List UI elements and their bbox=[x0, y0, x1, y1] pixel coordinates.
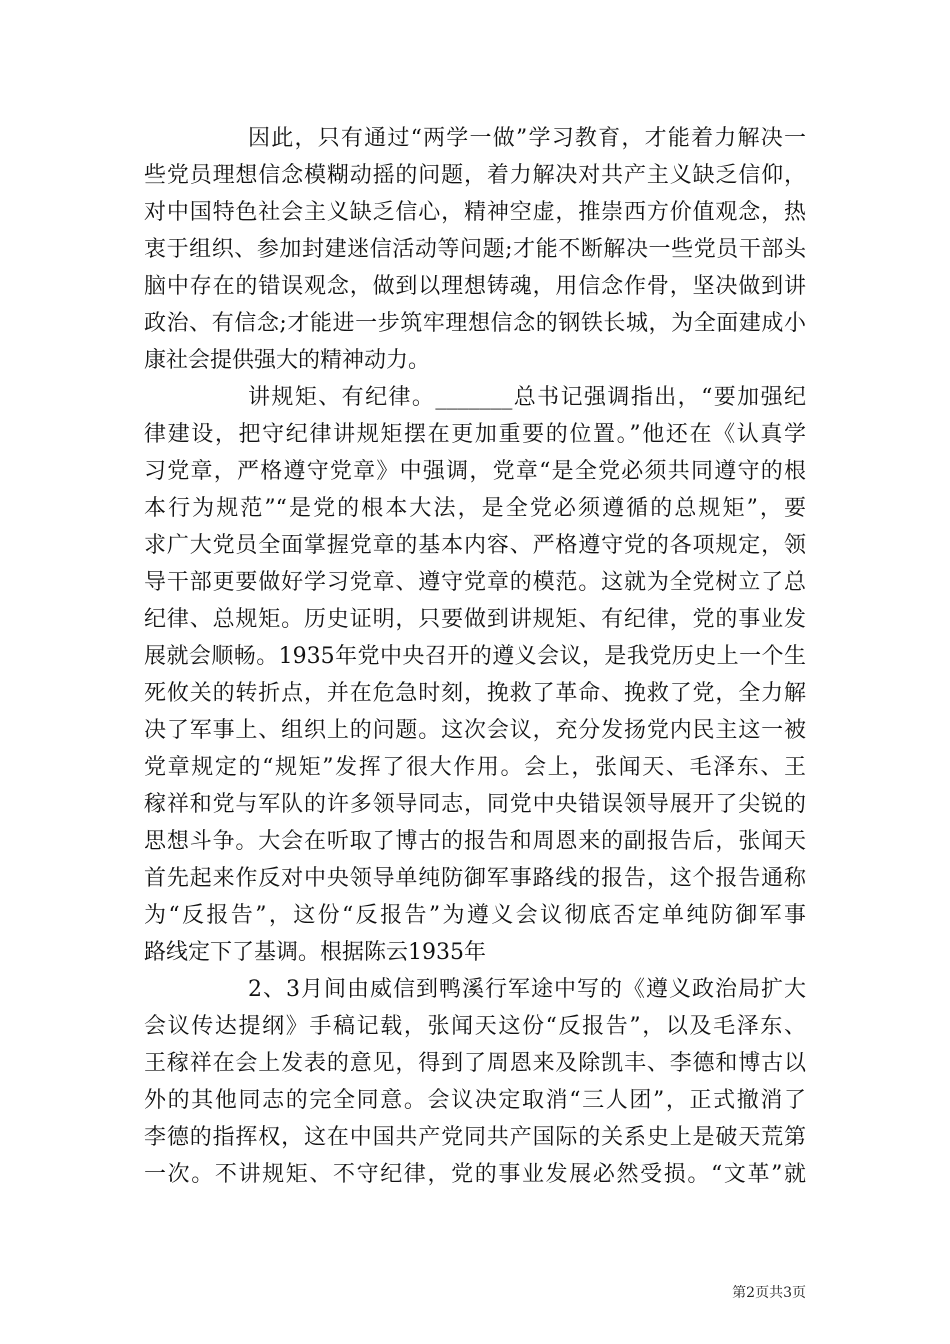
paragraph-2-line-13: 思想斗争。大会在听取了博古的报告和周恩来的副报告后，张闻天 bbox=[144, 829, 806, 854]
paragraph-2-line-11: 党章规定的“规矩”发挥了很大作用。会上，张闻天、毛泽东、王 bbox=[144, 755, 806, 780]
paragraph-2-line-1: 讲规矩、有纪律。_______总书记强调指出，“要加强纪 bbox=[248, 385, 806, 410]
paragraph-2-line-7: 纪律、总规矩。历史证明，只要做到讲规矩、有纪律，党的事业发 bbox=[144, 607, 806, 632]
paragraph-3-line-2: 会议传达提纲》手稿记载，张闻天这份“反报告”，以及毛泽东、 bbox=[144, 1014, 806, 1039]
page-number-footer: 第2页共3页 bbox=[732, 1285, 806, 1301]
paragraph-1-line-6: 政治、有信念;才能进一步筑牢理想信念的钢铁长城，为全面建成小 bbox=[144, 311, 806, 336]
paragraph-2-line-8: 展就会顺畅。1935年党中央召开的遵义会议，是我党历史上一个生 bbox=[144, 644, 806, 669]
paragraph-2-line-3: 习党章，严格遵守党章》中强调，党章“是全党必须共同遵守的根 bbox=[144, 459, 806, 484]
paragraph-1-line-5: 脑中存在的错误观念，做到以理想铸魂，用信念作骨，坚决做到讲 bbox=[144, 274, 806, 299]
paragraph-2-line-10: 决了军事上、组织上的问题。这次会议，充分发扬党内民主这一被 bbox=[144, 718, 806, 743]
paragraph-1-line-7: 康社会提供强大的精神动力。 bbox=[144, 348, 431, 373]
paragraph-2-line-15: 为“反报告”，这份“反报告”为遵义会议彻底否定单纯防御军事 bbox=[144, 903, 806, 928]
paragraph-3-line-4: 外的其他同志的完全同意。会议决定取消“三人团”，正式撤消了 bbox=[144, 1088, 806, 1113]
paragraph-2-line-2: 律建设，把守纪律讲规矩摆在更加重要的位置。”他还在《认真学 bbox=[144, 422, 806, 447]
paragraph-3-line-5: 李德的指挥权，这在中国共产党同共产国际的关系史上是破天荒第 bbox=[144, 1125, 806, 1150]
paragraph-1-line-3: 对中国特色社会主义缺乏信心，精神空虚，推崇西方价值观念，热 bbox=[144, 200, 806, 225]
paragraph-3-line-1: 2、3月间由威信到鸭溪行军途中写的《遵义政治局扩大 bbox=[248, 977, 806, 1002]
paragraph-2-line-6: 导干部更要做好学习党章、遵守党章的模范。这就为全党树立了总 bbox=[144, 570, 806, 595]
paragraph-2-line-12: 稼祥和党与军队的许多领导同志，同党中央错误领导展开了尖锐的 bbox=[144, 792, 806, 817]
paragraph-3-line-3: 王稼祥在会上发表的意见，得到了周恩来及除凯丰、李德和博古以 bbox=[144, 1051, 806, 1076]
paragraph-2-line-4: 本行为规范”“是党的根本大法，是全党必须遵循的总规矩”，要 bbox=[144, 496, 806, 521]
paragraph-1-line-1: 因此，只有通过“两学一做”学习教育，才能着力解决一 bbox=[248, 126, 806, 151]
paragraph-2-line-9: 死攸关的转折点，并在危急时刻，挽救了革命、挽救了党，全力解 bbox=[144, 681, 806, 706]
paragraph-2-line-5: 求广大党员全面掌握党章的基本内容、严格遵守党的各项规定，领 bbox=[144, 533, 806, 558]
paragraph-3-line-6: 一次。不讲规矩、不守纪律，党的事业发展必然受损。“文革”就 bbox=[144, 1162, 806, 1187]
paragraph-2-line-14: 首先起来作反对中央领导单纯防御军事路线的报告，这个报告通称 bbox=[144, 866, 806, 891]
paragraph-1-line-4: 衷于组织、参加封建迷信活动等问题;才能不断解决一些党员干部头 bbox=[144, 237, 806, 262]
paragraph-2-line-16: 路线定下了基调。根据陈云1935年 bbox=[144, 940, 486, 965]
paragraph-1-line-2: 些党员理想信念模糊动摇的问题，着力解决对共产主义缺乏信仰， bbox=[144, 163, 806, 188]
